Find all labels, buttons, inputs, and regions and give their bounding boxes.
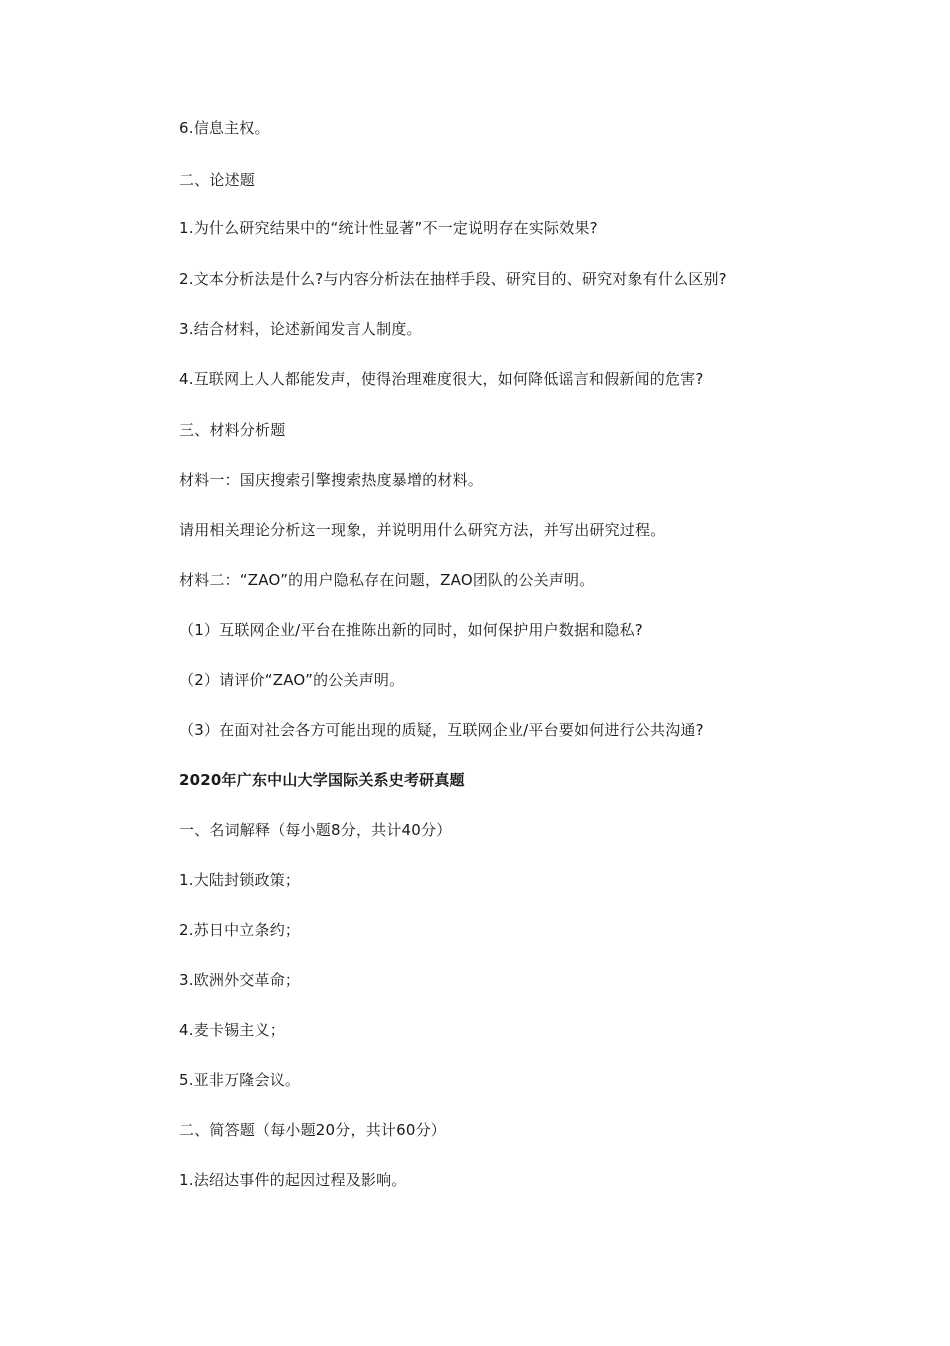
term-1: 1.大陆封锁政策； xyxy=(179,871,301,889)
term-3: 3.欧洲外交革命； xyxy=(179,971,301,989)
section-heading-material-analysis: 三、材料分析题 xyxy=(179,421,286,439)
section-heading-short-answer: 二、简答题（每小题20分，共计60分） xyxy=(179,1121,446,1139)
term-5: 5.亚非万隆会议。 xyxy=(179,1071,301,1089)
material-two-question-2: （2）请评价“ZAO”的公关声明。 xyxy=(179,671,405,689)
item-information-sovereignty: 6.信息主权。 xyxy=(179,119,270,137)
section-heading-term-explanation: 一、名词解释（每小题8分，共计40分） xyxy=(179,821,452,839)
short-answer-question-1: 1.法绍达事件的起因过程及影响。 xyxy=(179,1171,407,1189)
material-two-question-1: （1）互联网企业/平台在推陈出新的同时，如何保护用户数据和隐私? xyxy=(179,621,643,639)
material-two-question-3: （3）在面对社会各方可能出现的质疑，互联网企业/平台要如何进行公共沟通? xyxy=(179,721,704,739)
material-one: 材料一：国庆搜索引擎搜索热度暴增的材料。 xyxy=(179,471,484,489)
exam-title-international-relations: 2020年广东中山大学国际关系史考研真题 xyxy=(179,771,465,789)
term-2: 2.苏日中立条约； xyxy=(179,921,301,939)
essay-question-2: 2.文本分析法是什么?与内容分析法在抽样手段、研究目的、研究对象有什么区别? xyxy=(179,270,727,288)
essay-question-1: 1.为什么研究结果中的“统计性显著”不一定说明存在实际效果? xyxy=(179,219,598,237)
material-two: 材料二：“ZAO”的用户隐私存在问题，ZAO团队的公关声明。 xyxy=(179,571,595,589)
term-4: 4.麦卡锡主义； xyxy=(179,1021,285,1039)
material-one-question: 请用相关理论分析这一现象，并说明用什么研究方法，并写出研究过程。 xyxy=(179,521,666,539)
essay-question-4: 4.互联网上人人都能发声，使得治理难度很大，如何降低谣言和假新闻的危害? xyxy=(179,370,704,388)
section-heading-essay: 二、论述题 xyxy=(179,171,256,189)
essay-question-3: 3.结合材料，论述新闻发言人制度。 xyxy=(179,320,422,338)
